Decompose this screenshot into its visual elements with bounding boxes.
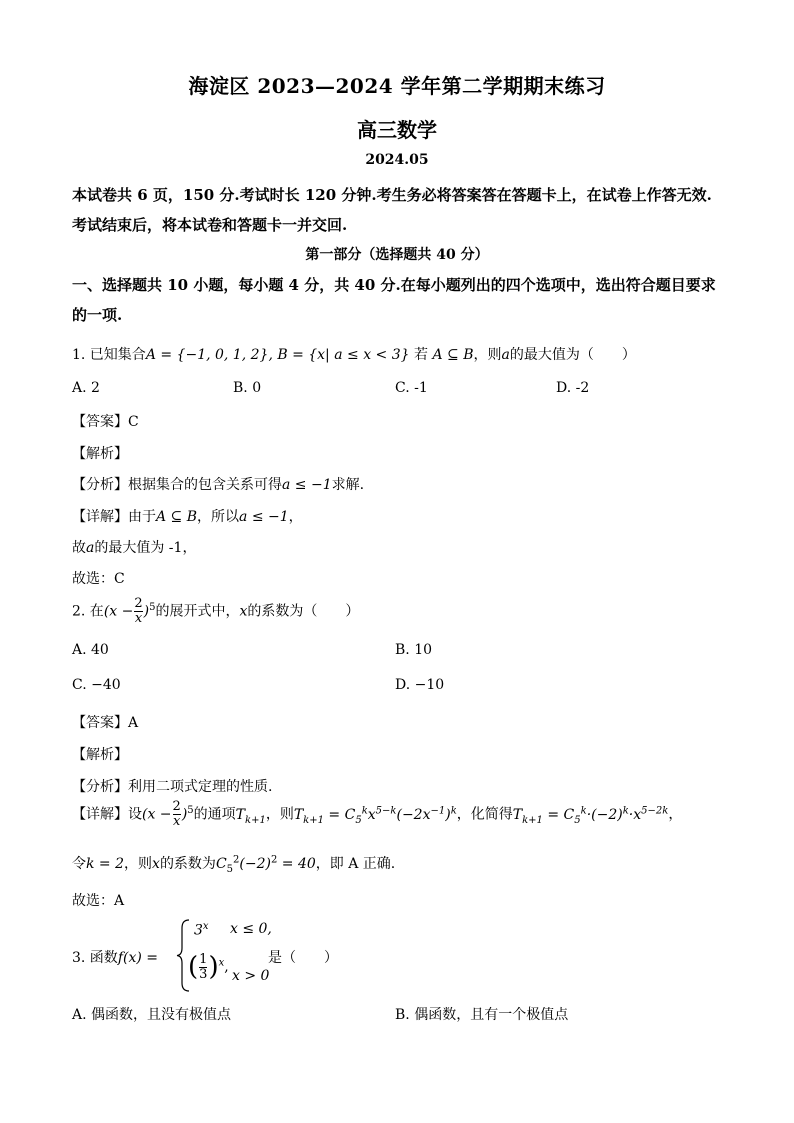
q2-detail: 【详解】设(x − $\frac{2}{x}$ )$^5$的通项$T_{k+1}$，则$T_{k+1} = C_5^kx^{5-k}(-2x^{-1})^k$，化简得$T_{k+1} = C_5^k\cdot(-2)^k\cdot x^{5-2k}$， — [72, 799, 683, 829]
set-a: A = {−1, 0, 1, 2} — [145, 347, 269, 363]
q1-option-a: A. 2 — [72, 380, 100, 396]
q2-option-a: A. 40 — [72, 642, 109, 658]
page-subtitle: 高三数学 — [357, 118, 437, 142]
q2-detail-line-2: 令k = 2，则x的系数为$C_5^2(-2)^2 = 40$，即 A 正确. — [72, 854, 396, 875]
exam-page: 海淀区 2023—2024 学年第二学期期末练习 高三数学 2024.05 本试卷共 6 页，150 分.考试时长 120 分钟.考生务必将答案答在答题卡上，在试卷上作答无效.考试结束后，将本试卷和答题卡一并交回. 第一部分（选择题共 40 分） 一、选择题共 10 小题，每小题 4 分，共 40 分.在每小题列出的四个选项中，选出符合题目要求的一项. 1. 已知集合A = {−1, 0, 1, 2}, B = {x| a ≤ x < 3} 若 A ⊆ B，则a的最大值为（ ） A. 2 B. 0 C. -1 D. -2 【答案】C 【解析】 【分析】根据集合的包含关系可得a ≤ −1求解. 【详解】由于A ⊆ B，所以a ≤ −1， 故a的最大值为 -1， 故选：C 2. 在(x − $\frac{2}{x}$ )$^5$的展开式中，x的系数为（ ） A. 40 B. 10 C. −40 D. −10 【答案】A 【解析】 【分析】利用二项式定理的性质. 【详解】设(x − $\frac{2}{x}$ )$^5$的通项$T_{k+1}$，则$T_{k+1} = C_5^kx^{5-k}(-2x^{-1})^k$，化简得$T_{k+1} = C_5^k\cdot(-2)^k\cdot x^{5-2k}$， 令k = 2，则x的系数为$C_5^2(-2)^2 = 40$，即 A 正确. 故选：A 3. 函数f(x) = $3^x$ x ≤ 0, ( $\frac{1}{3}$ )$^x$, x > 0 是（ ） A. 偶函数，且没有极值点 B. 偶函数，且有一个极值点 — [0, 0, 794, 1123]
q3-option-a: A. 偶函数，且没有极值点 — [72, 1007, 232, 1023]
part-one-title: 第一部分（选择题共 40 分） — [305, 247, 489, 263]
q1-choose: 故选：C — [72, 571, 125, 587]
q1-detail-line-2: 故a的最大值为 -1， — [72, 540, 197, 556]
q1-option-c: C. -1 — [395, 380, 428, 396]
question-1: 1. 已知集合A = {−1, 0, 1, 2}, B = {x| a ≤ x < 3} 若 A ⊆ B，则a的最大值为（ ） — [72, 347, 636, 363]
q2-analysis-label: 【解析】 — [72, 747, 128, 763]
set-b: , B = {x| a ≤ x < 3} — [268, 347, 410, 363]
question-2: 2. 在(x − $\frac{2}{x}$ )$^5$的展开式中，x的系数为（ ） — [72, 596, 360, 626]
q2-choose: 故选：A — [72, 893, 125, 909]
exam-intro: 本试卷共 6 页，150 分.考试时长 120 分钟.考生务必将答案答在答题卡上，在试卷上作答无效.考试结束后，将本试卷和答题卡一并交回. — [72, 186, 712, 234]
q3-option-b: B. 偶函数，且有一个极值点 — [395, 1007, 569, 1023]
q1-fenxi: 【分析】根据集合的包含关系可得a ≤ −1求解. — [72, 477, 365, 493]
q1-detail: 【详解】由于A ⊆ B，所以a ≤ −1， — [72, 509, 303, 525]
q2-option-c: C. −40 — [72, 677, 121, 693]
q1-option-b: B. 0 — [233, 380, 262, 396]
q1-answer: 【答案】C — [72, 414, 139, 430]
q2-option-b: B. 10 — [395, 642, 433, 658]
page-title: 海淀区 2023—2024 学年第二学期期末练习 — [188, 74, 606, 98]
q1-analysis-label: 【解析】 — [72, 446, 128, 462]
q2-answer: 【答案】A — [72, 715, 139, 731]
q1-option-d: D. -2 — [556, 380, 590, 396]
exam-date: 2024.05 — [365, 152, 429, 168]
q2-option-d: D. −10 — [395, 677, 445, 693]
section-one-instructions: 一、选择题共 10 小题，每小题 4 分，共 40 分.在每小题列出的四个选项中，选出符合题目要求的一项. — [72, 276, 716, 324]
q2-fenxi: 【分析】利用二项式定理的性质. — [72, 779, 273, 795]
